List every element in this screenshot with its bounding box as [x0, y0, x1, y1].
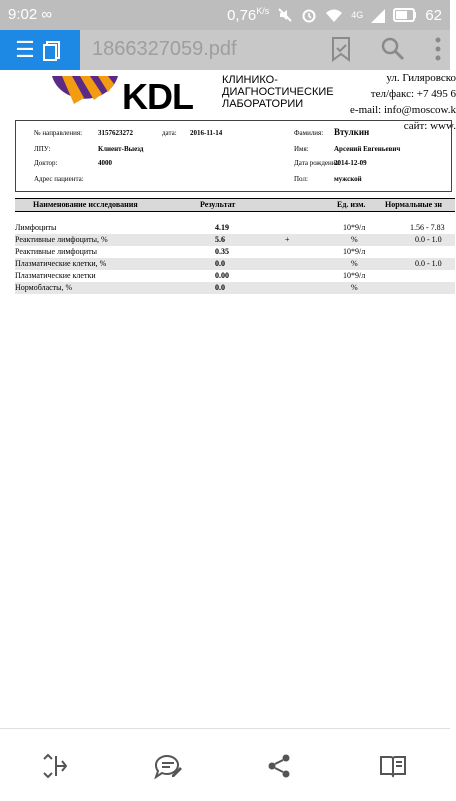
name-label: Имя:: [294, 145, 309, 153]
row-name: Лимфоциты: [15, 223, 57, 232]
table-row: [15, 246, 455, 258]
row-result: 4.19: [215, 223, 229, 232]
comment-icon[interactable]: [152, 751, 182, 781]
signal-icon: [371, 7, 385, 23]
col-name-header: Наименование исследования: [33, 200, 138, 209]
lab-site: сайт: www.: [403, 120, 456, 132]
search-icon[interactable]: [380, 36, 406, 62]
lab-address: ул. Гиляровско: [386, 72, 456, 84]
row-norm: 0.0 - 1.0: [415, 259, 442, 268]
birth-label: Дата рождения:: [294, 159, 341, 167]
row-result: 0.00: [215, 271, 229, 280]
table-row: [15, 270, 455, 282]
col-unit-header: Ед. изм.: [337, 200, 366, 209]
col-result-header: Результат: [200, 200, 236, 209]
row-unit: 10*9/л: [343, 247, 366, 256]
lab-name: КЛИНИКО- ДИАГНОСТИЧЕСКИЕ ЛАБОРАТОРИИ: [222, 74, 334, 110]
bookmark-icon[interactable]: [330, 36, 352, 62]
row-name: Реактивные лимфоциты, %: [15, 235, 108, 244]
row-flag: +: [285, 235, 290, 244]
files-icon: [41, 38, 65, 62]
address-label: Адрес пациента:: [34, 175, 84, 183]
row-name: Плазматические клетки: [15, 271, 96, 280]
network-speed: $0,76^{K/s}$: [227, 6, 270, 24]
reflow-icon[interactable]: [40, 751, 70, 781]
row-unit: %: [351, 235, 358, 244]
table-row: [15, 222, 455, 234]
more-icon[interactable]: [434, 36, 442, 62]
table-row: [15, 258, 455, 270]
wifi-icon: [325, 7, 343, 23]
results-table-header: [15, 198, 455, 212]
patient-info-box: [15, 120, 452, 192]
battery-level: 62: [425, 6, 442, 24]
bottom-toolbar: [0, 728, 450, 801]
sex-value: мужской: [334, 175, 362, 183]
infinity-icon: ∞: [41, 6, 53, 23]
status-left: [8, 6, 52, 23]
lab-phone: тел/факс: +7 495 6: [370, 88, 456, 100]
mute-icon: [277, 7, 293, 23]
sex-label: Пол:: [294, 175, 308, 183]
lpu-label: ЛПУ:: [34, 145, 51, 153]
row-name: Нормобласты, %: [15, 283, 73, 292]
col-norm-header: Нормальные зн: [385, 200, 442, 209]
alarm-icon: [301, 7, 317, 23]
menu-icon: ☰: [15, 37, 35, 62]
battery-icon: [393, 8, 417, 22]
app-bar: [0, 30, 450, 70]
row-result: 0.0: [215, 283, 225, 292]
row-norm: 1.56 - 7.83: [410, 223, 445, 232]
birth-value: 2014-12-09: [334, 159, 367, 167]
status-bar: [0, 0, 450, 30]
row-unit: %: [351, 259, 358, 268]
app-actions: [330, 36, 442, 62]
menu-files-button[interactable]: [0, 30, 80, 70]
row-unit: 10*9/л: [343, 223, 366, 232]
row-name: Плазматические клетки, %: [15, 259, 107, 268]
document-title: 1866327059.pdf: [92, 38, 237, 60]
share-icon[interactable]: [264, 751, 294, 781]
lastname-value: Втулкин: [334, 127, 370, 137]
row-norm: 0.0 - 1.0: [415, 235, 442, 244]
lpu-value: Клиент-Выезд: [98, 145, 144, 153]
date-label: дата:: [162, 129, 177, 137]
row-result: 0.35: [215, 247, 229, 256]
status-right: [227, 6, 442, 24]
table-row: [15, 282, 455, 294]
lastname-label: Фамилия:: [294, 129, 324, 137]
network-type: 4G: [351, 10, 364, 20]
row-name: Реактивные лимфоциты: [15, 247, 98, 256]
kdl-logo-icon: [50, 76, 120, 114]
brand-name: KDL: [122, 76, 193, 117]
reading-mode-icon[interactable]: [378, 751, 408, 781]
pdf-page: [10, 70, 456, 370]
table-row: [15, 234, 455, 246]
direction-label: № направления:: [34, 129, 83, 137]
doctor-label: Доктор:: [34, 159, 58, 167]
row-unit: %: [351, 283, 358, 292]
lab-email: e-mail: info@moscow.k: [350, 104, 456, 116]
clock: 9:02: [8, 6, 38, 23]
row-result: 0.0: [215, 259, 225, 268]
row-unit: 10*9/л: [343, 271, 366, 280]
direction-value: 3157623272: [98, 129, 133, 137]
name-value: Арсений Евгеньевич: [334, 145, 401, 153]
row-result: 5.6: [215, 235, 225, 244]
date-value: 2016-11-14: [190, 129, 223, 137]
doctor-value: 4000: [98, 159, 112, 167]
